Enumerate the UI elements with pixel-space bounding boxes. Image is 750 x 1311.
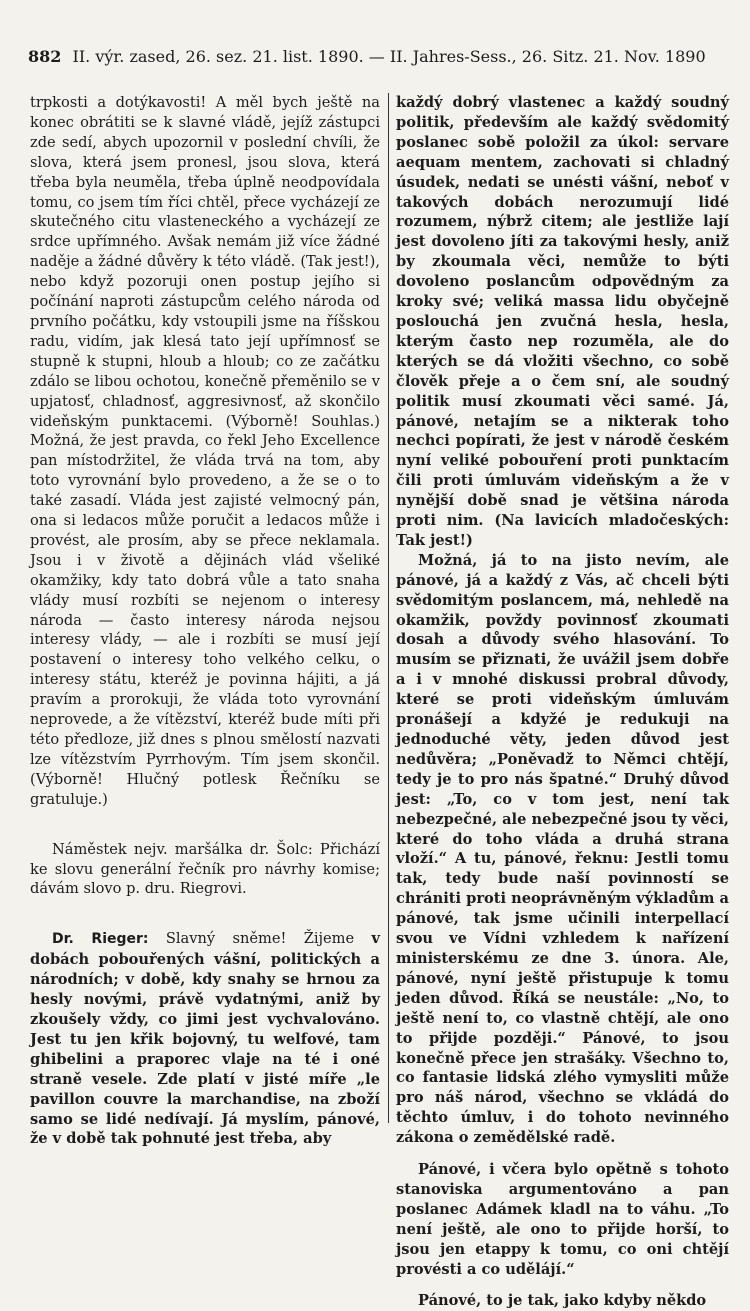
column-divider (388, 93, 389, 1123)
page-number: 882 (28, 47, 62, 66)
session-info: II. výr. zased, 26. sez. 21. list. 1890. — II. Jahres-Sess., 26. Sitz. 21. Nov. 1890 (72, 47, 706, 66)
rieger-paragraph-1: každý dobrý vlastenec a každý soudný politik, především ale každý svědomitý poslanec sobě položil za úkol: servare aequam mentem, zachovati si chladný úsudek, nedati se unésti vášní, neboť v takových dobách nerozumují lidé rozumem, nýbrž citem; ale jestliže lají jest dovoleno jíti za takovými hesly, aniž by zkoumala věci, nemůže to býti dovoleno poslancům odpovědným za kroky své; veliká massa lidu obyčejně poslouchá jen zvučná hesla, hesla, kterým často nep rozuměla, ale do kterých se dá vložiti všechno, co sobě člověk přeje a o čem sní, ale soudný politik musí zkoumati věci samé. Já, pánové, netajím se a nikterak toho nechci popírati, že jest v národě českém nyní veliké pobouření proti punktacím čili proti úmluvám videňským a že v nynější době snad je většina národa proti nim. (Na lavicích mladočeských: Tak jest!) (396, 94, 729, 549)
rieger-paragraph-3: Pánové, i včera bylo opětně s tohoto stanoviska argumentováno a pan poslanec Adámek kladl na to váhu. „To není ještě, ale ono to přijde horší, to jsou jen etappy k tomu, co oni chtějí provésti a co udělájí.“ (396, 1161, 729, 1278)
speaker-name: Dr. Rieger: (52, 931, 149, 948)
rieger-paragraph-2: Možná, já to na jisto nevím, ale pánové, já a každý z Vás, ač chceli býti svědomitým poslancem, má, nehledě na okamžik, povždy povinnosť zkoumati dosah a důvody svého hlasování. To musím se přiznati, že uvážil jsem dobře a i v mnohé diskussi probral důvody, které se proti videňským úmluvám pronášejí a kdyžé je redukuji na jednoduché věty, jeden důvod jest nedůvěra; „Poněvadž to Němci chtějí, tedy je to pro nás špatné.“ Druhý důvod jest: „To, co v tom jest, není tak nebezpečné, ale nebezpečné jsou ty věci, které do toho vláda a druhá strana vloží.“ A tu, pánové, řeknu: Jestli tomu tak, tedy bude naší povinností se chrániti proti neoprávněným výkladům a pánové, tak jsme učinili interpellací svou ve Vídni vzhledem k nařízení ministerskému ze dne 3. února. Ale, pánové, nyní ještě přistupuje k tomu jeden důvod. Říká se neustále: „No, to ještě není to, co vlastně chtějí, ale ono to přijde později.“ Pánové, to jsou konečně přece jen strašáky. Všechno to, co fantasie lidská zlého vymysliti může pro náš národ, všechno se vkládá do těchto úmluv, i do tohoto nevinného zákona o zemědělské radě. (396, 551, 729, 1147)
rieger-paragraph-4: Pánové, to je tak, jako kdyby někdo (418, 1292, 707, 1310)
rieger-speech-text: v dobách pobouřených vášní, politických a národních; v době, kdy snahy se hrnou za hesly novými, právě vydatnými, aniž by zkoušely vždy, co jimi jest vychvalováno. Jest tu jen křik bojovný, tu welfové, tam ghibelini a praporec vlaje na té i oné straně vesele. Zde platí v jisté míře „le pavillon couvre la marchandise, na zboží samo se lidé nedívají. Já myslím, pánové, že v době tak pohnuté jest třeba, aby (30, 930, 380, 1148)
speech-opening-words: Slavný sněme! Žijeme (165, 930, 355, 948)
right-column (396, 93, 729, 1310)
vice-marshal-announcement: Náměstek nejv. maršálka dr. Šolc: Přichází ke slovu generální řečník pro návrhy komise; dávám slovo p. dru. Riegrovi. (30, 840, 380, 898)
left-column (30, 93, 380, 1148)
running-header (28, 44, 728, 70)
rieger-speech-opening (30, 929, 380, 1149)
speech-continuation-paragraph: trpkosti a dotýkavosti! A měl bych ještě na konec obrátiti se k slavné vládě, jejíž zástupci zde sedí, abych upozornil v poslední chvíli, že slova, která jsem pronesl, jsou slova, která třeba byla neuměla, třeba úplně neodpovídala tomu, co jsem tím říci chtěl, přece vycházejí ze skutečného citu vlasteneckého a vycházejí ze srdce upřímného. Avšak nemám již více žádné naděje a žádné důvěry k této vládě. (Tak jest!), nebo když pozoruji onen postup jejího si počínání naproti zástupcům celého národa od prvního počátku, kdy vstoupili jsme na říšskou radu, vidím, jak klesá tato její upřímnosť se stupně k stupni, hloub a hloub; co ze začátku zdálo se libou ochotou, konečně přeměnilo se v upjatosť, chladnosť, aggresivnosť, až skončilo videňským punktacemi. (Výborně! Souhlas.) Možná, že jest pravda, co řekl Jeho Excellence pan místodržitel, že vláda trvá na tom, aby toto vyrovnání bylo provedeno, a že se o to také zasadí. Vláda jest zajisté velmocný pán, ona si ledacos může poručit a ledacos může i provést, ale prosím, aby se přece neklamala. Jsou i v životě a dějinách vlád všeliké okamžiky, kdy tato dobrá vůle a tato snaha vlády musí rozbíti se nejenom o interesy národa — často interesy národa nejsou interesy vlády, — ale i rozbíti se musí její postavení o interesy toho velkého celku, o interesy státu, kteréž je povinna hájiti, a já pravím a prorokuji, že vláda toto vyrovnání neprovede, a že vítězství, kteréž bude míti při této předloze, již dnes s plnou smělostí nazvati lze vítězstvím Pyrrhovým. Tím jsem skončil. (Výborně! Hlučný potlesk Řečníku se gratuluje.) (30, 94, 380, 808)
